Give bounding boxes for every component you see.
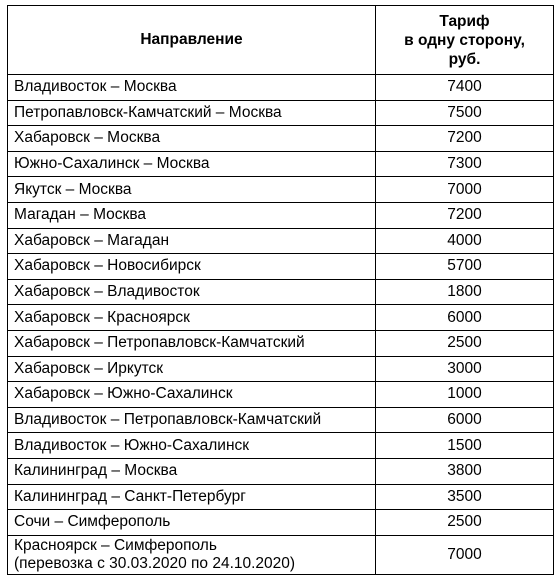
route-cell bbox=[8, 202, 376, 228]
fare-cell: 3800 bbox=[376, 458, 554, 484]
fare-column-header bbox=[376, 6, 554, 75]
route-text: Хабаровск – Красноярск bbox=[14, 308, 190, 326]
route-cell bbox=[8, 382, 376, 408]
route-text: Сочи – Симферополь bbox=[14, 513, 171, 531]
fare-cell: 4000 bbox=[376, 228, 554, 254]
fare-cell: 1000 bbox=[376, 382, 554, 408]
direction-column-header: Направление bbox=[8, 6, 376, 75]
fare-cell: 3000 bbox=[376, 356, 554, 382]
table-row bbox=[8, 330, 554, 356]
route-text: Хабаровск – Москва bbox=[14, 129, 161, 147]
table-row bbox=[8, 75, 554, 101]
fares-table-body bbox=[8, 75, 554, 575]
table-row bbox=[8, 279, 554, 305]
table-header-row bbox=[8, 6, 554, 75]
table-row bbox=[8, 305, 554, 331]
fare-cell: 2500 bbox=[376, 510, 554, 536]
fares-table bbox=[7, 5, 554, 575]
route-text: Красноярск – Симферополь bbox=[14, 536, 217, 554]
fare-cell: 7000 bbox=[376, 535, 554, 574]
fare-cell: 7400 bbox=[376, 75, 554, 101]
route-text: Южно-Сахалинск – Москва bbox=[14, 155, 210, 173]
table-row bbox=[8, 407, 554, 433]
route-text: Петропавловск-Камчатский – Москва bbox=[14, 103, 282, 121]
route-text: Магадан – Москва bbox=[14, 206, 147, 224]
table-row bbox=[8, 126, 554, 152]
table-row bbox=[8, 228, 554, 254]
fare-cell: 2500 bbox=[376, 330, 554, 356]
route-text: Владивосток – Москва bbox=[14, 78, 177, 96]
table-row bbox=[8, 356, 554, 382]
route-text: Владивосток – Южно-Сахалинск bbox=[14, 436, 250, 454]
fare-cell: 1500 bbox=[376, 433, 554, 459]
route-cell bbox=[8, 305, 376, 331]
route-text: Хабаровск – Южно-Сахалинск bbox=[14, 385, 233, 403]
table-row bbox=[8, 254, 554, 280]
table-row bbox=[8, 484, 554, 510]
route-cell bbox=[8, 228, 376, 254]
fare-header-line: Тариф bbox=[439, 12, 490, 30]
fare-cell: 7300 bbox=[376, 151, 554, 177]
route-text: Хабаровск – Иркутск bbox=[14, 359, 164, 377]
fare-cell: 6000 bbox=[376, 305, 554, 331]
fare-cell: 1800 bbox=[376, 279, 554, 305]
route-text: Калининград – Санкт-Петербург bbox=[14, 487, 246, 505]
route-cell bbox=[8, 254, 376, 280]
route-text: Хабаровск – Владивосток bbox=[14, 283, 200, 301]
fare-cell: 7000 bbox=[376, 177, 554, 203]
route-cell bbox=[8, 510, 376, 536]
route-text: Якутск – Москва bbox=[14, 180, 132, 198]
table-row bbox=[8, 177, 554, 203]
route-cell bbox=[8, 126, 376, 152]
table-row bbox=[8, 433, 554, 459]
route-cell bbox=[8, 458, 376, 484]
fare-cell: 7200 bbox=[376, 126, 554, 152]
route-text: Калининград – Москва bbox=[14, 462, 178, 480]
table-row bbox=[8, 535, 554, 574]
fare-cell: 7200 bbox=[376, 202, 554, 228]
table-row bbox=[8, 510, 554, 536]
route-cell bbox=[8, 407, 376, 433]
route-cell bbox=[8, 100, 376, 126]
fare-cell: 7500 bbox=[376, 100, 554, 126]
route-cell bbox=[8, 535, 376, 574]
route-text: Владивосток – Петропавловск-Камчатский bbox=[14, 411, 322, 429]
route-cell bbox=[8, 151, 376, 177]
route-text: Хабаровск – Магадан bbox=[14, 231, 170, 249]
route-cell bbox=[8, 433, 376, 459]
fare-cell: 6000 bbox=[376, 407, 554, 433]
table-row bbox=[8, 458, 554, 484]
route-cell bbox=[8, 356, 376, 382]
fare-cell: 5700 bbox=[376, 254, 554, 280]
table-row bbox=[8, 202, 554, 228]
route-cell bbox=[8, 177, 376, 203]
route-text: (перевозка с 30.03.2020 по 24.10.2020) bbox=[14, 554, 296, 572]
fare-header-line: в одну сторону, bbox=[404, 31, 525, 49]
table-row bbox=[8, 100, 554, 126]
table-row bbox=[8, 382, 554, 408]
route-text: Хабаровск – Петропавловск-Камчатский bbox=[14, 334, 305, 352]
route-cell bbox=[8, 330, 376, 356]
route-cell bbox=[8, 484, 376, 510]
fare-cell: 3500 bbox=[376, 484, 554, 510]
table-row bbox=[8, 151, 554, 177]
route-cell bbox=[8, 279, 376, 305]
fare-header-line: руб. bbox=[448, 50, 481, 68]
route-text: Хабаровск – Новосибирск bbox=[14, 257, 201, 275]
route-cell bbox=[8, 75, 376, 101]
